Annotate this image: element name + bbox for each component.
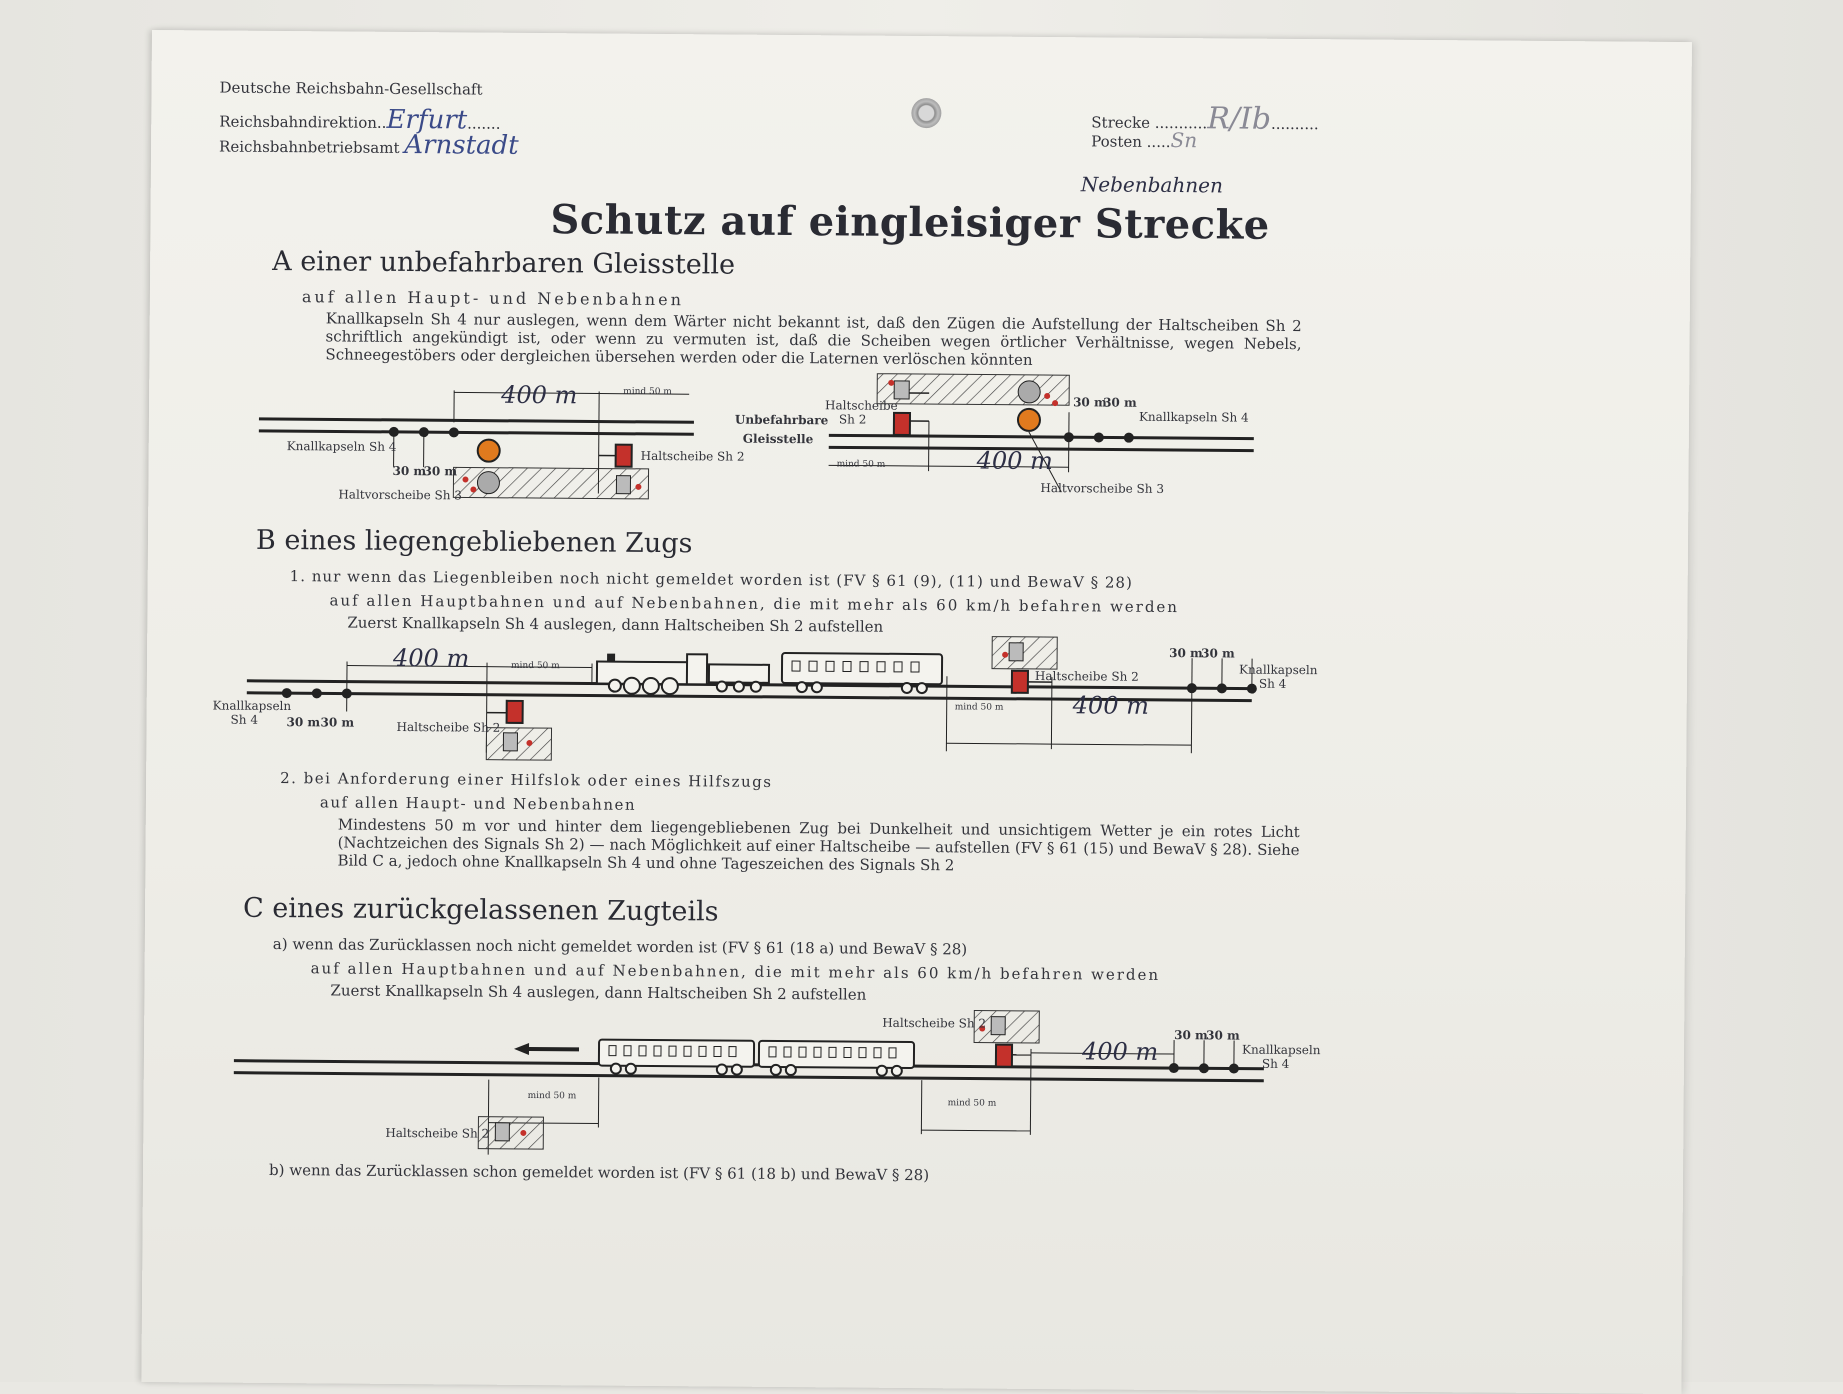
knallkapsel-marker (1187, 683, 1197, 693)
a-right-30m-1: 30 m (1073, 395, 1107, 409)
haltvorscheibe-lamp (478, 440, 500, 462)
haltscheibe-back (894, 381, 909, 399)
knallkapsel-marker (312, 688, 322, 698)
section-a-paragraph: Knallkapseln Sh 4 nur auslegen, wenn dem Wärter nicht bekannt ist, daß den Zügen die Aufstellung der Haltscheiben Sh 2 schriftlich angekündigt ist, oder wenn zu vermuten ist, daß die Scheiben wegen örtlicher Verhältnisse, wegen Nebels, Schneegestöbers oder dergleichen übersehen werden oder die Laternen verlöschen könnten (325, 309, 1301, 371)
b-left-30m-1: 30 m (287, 715, 321, 729)
c-right-knall-label-2: Sh 4 (1262, 1057, 1290, 1071)
strecke-line: Strecke ...........R/Ib.......... (1091, 100, 1319, 137)
posten-handwritten: Sn (1170, 128, 1197, 152)
b-right-400m: 400 m (1073, 691, 1149, 720)
b-left-400m: 400 m (393, 644, 469, 673)
a-left-knall-label: Knallkapseln Sh 4 (287, 439, 397, 454)
c-right-halt-label: Haltscheibe Sh 2 (882, 1016, 986, 1031)
lamp-dot (635, 484, 641, 490)
lamp-dot (888, 380, 894, 386)
diagram-a-right (828, 370, 1279, 494)
c-left-halt-label: Haltscheibe Sh 2 (385, 1126, 489, 1141)
haltvorscheibe-back (1018, 381, 1040, 403)
a-left-30m-2: 30 m (423, 464, 457, 478)
track-rail-lower (234, 1073, 1264, 1081)
dimension-tick (1051, 677, 1052, 749)
haltscheibe-sign (616, 445, 632, 467)
punch-hole-grommet (911, 98, 941, 128)
section-c-item-a-text: Zuerst Knallkapseln Sh 4 auslegen, dann Haltscheiben Sh 2 aufstellen (330, 981, 866, 1003)
section-c-item-a-sub: auf allen Hauptbahnen und auf Nebenbahnen, die mit mehr als 60 km/h befahren werden (311, 959, 1161, 984)
dimension-tick (1030, 1049, 1031, 1135)
track-rail-lower (259, 431, 694, 434)
passenger-coach (782, 653, 942, 693)
b-right-mind50: mind 50 m (955, 702, 1004, 712)
dimension-tick (946, 676, 947, 751)
page-title: Schutz auf eingleisiger Strecke (550, 196, 1270, 249)
betriebsamt-line (219, 129, 519, 161)
b-right-knall-label-1: Knallkapseln (1239, 663, 1318, 678)
c-right-400m: 400 m (1082, 1037, 1158, 1066)
betriebsamt-handwritten: Arnstadt (404, 130, 519, 161)
haltscheibe-back (1009, 643, 1023, 661)
betriebsamt-label: Reichsbahnbetriebsamt (219, 138, 400, 157)
haltvorscheibe-back (477, 472, 499, 494)
knallkapsel-marker (1229, 1063, 1239, 1073)
knallkapsel-marker (1124, 433, 1134, 443)
a-right-mind50: mind 50 m (837, 459, 886, 469)
a-left-30m-1: 30 m (392, 464, 426, 478)
lamp-dot (1052, 400, 1058, 406)
c-left-mind50: mind 50 m (528, 1091, 577, 1101)
direktion-handwritten: Erfurt (386, 105, 467, 136)
b-left-halt-label: Haltscheibe Sh 2 (396, 720, 500, 735)
a-right-400m: 400 m (977, 446, 1053, 475)
c-right-knall-label-1: Knallkapseln (1242, 1043, 1321, 1058)
posten-label: Posten (1091, 132, 1142, 150)
passenger-coach (599, 1040, 754, 1075)
b-right-30m-2: 30 m (1201, 646, 1235, 660)
a-right-halt-label-1: Haltscheibe (825, 398, 898, 413)
lamp-dot (1044, 393, 1050, 399)
b-right-halt-label: Haltscheibe Sh 2 (1035, 669, 1139, 684)
document-sheet (141, 30, 1692, 1394)
haltvorscheibe-lamp (1018, 409, 1040, 431)
a-left-mind50: mind 50 m (623, 387, 672, 397)
note-handwritten: Nebenbahnen (1081, 172, 1223, 197)
section-c-item-a: a) wenn das Zurücklassen noch nicht gemeldet worden ist (FV § 61 (18 a) und BewaV § 28) (273, 935, 968, 958)
track-rail-upper (259, 419, 694, 422)
b-right-knall-label-2: Sh 4 (1259, 677, 1287, 691)
passenger-coach (759, 1041, 914, 1076)
section-c-item-b: b) wenn das Zurücklassen schon gemeldet worden ist (FV § 61 (18 b) und BewaV § 28) (269, 1161, 929, 1184)
strecke-label: Strecke (1091, 113, 1150, 131)
b-left-knall-label-2: Sh 4 (231, 713, 259, 727)
b-left-knall-label-1: Knallkapseln (213, 698, 292, 713)
a-left-halt-label: Haltscheibe Sh 2 (641, 449, 745, 464)
haltscheibe-back (991, 1017, 1005, 1035)
hatched-zone (992, 637, 1057, 670)
unbefahrbare-label-1: Unbefahrbare (735, 413, 828, 428)
direktion-label: Reichsbahndirektion (219, 113, 377, 132)
section-c-heading: C eines zurückgelassenen Zugteils (243, 893, 719, 928)
section-b-item1: 1. nur wenn das Liegenbleiben noch nicht gemeldet worden ist (FV § 61 (9), (11) und BewaV § 28) (290, 567, 1133, 592)
section-a-subheading: auf allen Haupt- und Nebenbahnen (302, 287, 684, 309)
knallkapsel-marker (1169, 1063, 1179, 1073)
lamp-dot (520, 1130, 526, 1136)
lamp-dot (1002, 652, 1008, 658)
haltscheibe-sign (894, 413, 910, 435)
section-a-heading: A einer unbefahrbaren Gleisstelle (272, 246, 735, 281)
c-right-30m-2: 30 m (1206, 1028, 1240, 1042)
haltscheibe-sign (507, 701, 523, 723)
dimension-line (946, 743, 1051, 744)
a-right-halt-label-2: Sh 2 (839, 412, 867, 426)
section-b-item2-sub: auf allen Haupt- und Nebenbahnen (320, 793, 636, 813)
knallkapsel-marker (1199, 1063, 1209, 1073)
section-b-item1-sub: auf allen Hauptbahnen und auf Nebenbahnen, die mit mehr als 60 km/h befahren werden (329, 591, 1179, 616)
haltscheibe-sign (1012, 671, 1028, 693)
dimension-line (1051, 744, 1191, 745)
a-right-30m-2: 30 m (1103, 395, 1137, 409)
c-right-30m-1: 30 m (1174, 1028, 1208, 1042)
lamp-dot (462, 476, 468, 482)
section-b-item2: 2. bei Anforderung einer Hilfslok oder eines Hilfszugs (280, 769, 773, 791)
posten-line: Posten .....Sn (1091, 127, 1197, 152)
lamp-dot (470, 487, 476, 493)
b-left-mind50: mind 50 m (511, 661, 560, 671)
section-b-item2-paragraph: Mindestens 50 m vor und hinter dem liegengebliebenen Zug bei Dunkelheit und unsichtigem Wetter je ein rotes Licht (Nachtzeichen des Signals Sh 2) — nach Möglichkeit auf einer Haltscheibe — aufstellen (FV § 61 (15) und BewaV § 28). Siehe Bild C a, jedoch ohne Knallkapseln Sh 4 und ohne Tageszeichen des Signals Sh 2 (337, 815, 1299, 877)
direction-arrowhead (514, 1043, 529, 1055)
knallkapsel-marker (1094, 432, 1104, 442)
steam-locomotive (597, 654, 769, 695)
knallkapsel-marker (449, 427, 459, 437)
section-b-heading: B eines liegengebliebenen Zugs (256, 525, 693, 559)
b-left-30m-2: 30 m (321, 715, 355, 729)
track-rail-upper (829, 435, 1254, 438)
section-b-item1-text: Zuerst Knallkapseln Sh 4 auslegen, dann Haltscheiben Sh 2 aufstellen (347, 614, 883, 636)
dimension-tick (1191, 658, 1192, 753)
a-right-knall-label: Knallkapseln Sh 4 (1139, 410, 1249, 425)
a-left-400m: 400 m (501, 381, 577, 410)
a-right-vor-label: Haltvorscheibe Sh 3 (1040, 481, 1164, 496)
knallkapsel-marker (282, 688, 292, 698)
haltscheibe-back (495, 1123, 509, 1141)
unbefahrbare-label-2: Gleisstelle (743, 432, 814, 447)
lamp-dot (526, 740, 532, 746)
haltscheibe-back (503, 733, 517, 751)
strecke-handwritten: R/Ib (1207, 101, 1271, 136)
haltscheibe-sign (996, 1045, 1012, 1067)
a-left-vor-label: Haltvorscheibe Sh 3 (338, 487, 462, 502)
direktion-line: Reichsbahndirektion..Erfurt....... (219, 104, 500, 136)
dimension-line (921, 1130, 1030, 1131)
company-name: Deutsche Reichsbahn-Gesellschaft (219, 79, 482, 99)
b-right-30m-1: 30 m (1169, 646, 1203, 660)
c-right-mind50: mind 50 m (948, 1098, 997, 1108)
haltscheibe-back (616, 476, 630, 494)
